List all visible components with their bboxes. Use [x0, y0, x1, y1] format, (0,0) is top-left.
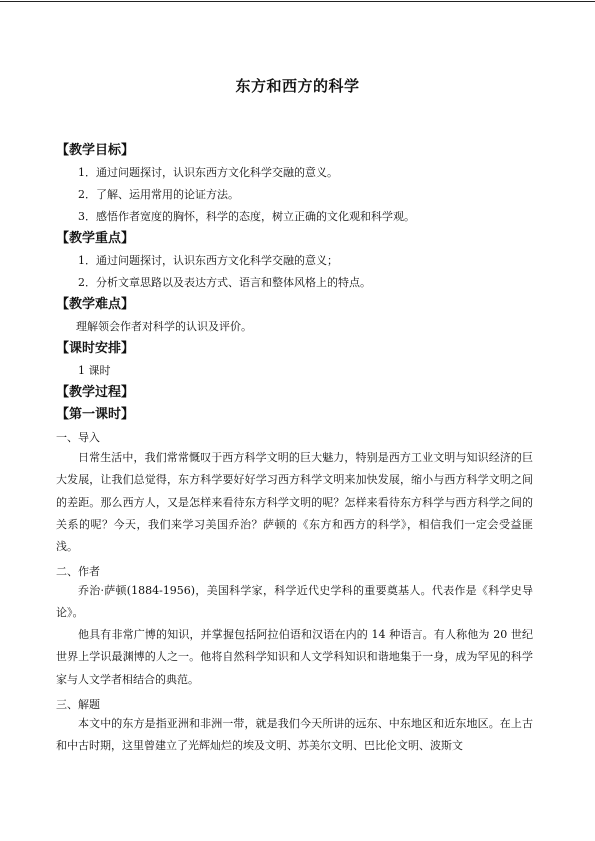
heading-schedule: 【课时安排】 — [56, 341, 135, 356]
goal-item-3: 3．感悟作者宽度的胸怀，科学的态度，树立正确的文化观和科学观。 — [78, 210, 415, 223]
heading-first-lesson: 【第一课时】 — [56, 407, 135, 422]
explanation-paragraph: 本文中的东方是指亚洲和非洲一带，就是我们今天所讲的远东、中东地区和近东地区。在上古和中古时期，这里曾建立了光辉灿烂的埃及文明、苏美尔文明、巴比伦文明、波斯文 — [56, 717, 533, 753]
goal-item-1: 1．通过问题探讨，认识东西方文化科学交融的意义。 — [78, 166, 338, 179]
page-title: 东方和西方的科学 — [235, 77, 360, 95]
heading-explanation: 三、解题 — [56, 698, 100, 711]
schedule-text: 1 课时 — [78, 364, 111, 377]
author-paragraph-2: 他具有非常广博的知识，并掌握包括阿拉伯语和汉语在内的 14 种语言。有人称他为 20 世纪世界上学识最渊博的人之一。他将自然科学知识和人文学科知识和谐地集于一身，成为罕见的科学家与人文学者相结合的典范。 — [56, 628, 533, 686]
author-paragraph-1: 乔治·萨顿(1884-1956)，美国科学家，科学近代史学科的重要奠基人。代表作是《科学史导论》。 — [56, 584, 533, 620]
heading-intro: 一、导入 — [56, 431, 100, 444]
keypoint-item-2: 2．分析文章思路以及表达方式、语言和整体风格上的特点。 — [78, 276, 371, 289]
difficulties-text: 理解领会作者对科学的认识及评价。 — [76, 320, 252, 333]
heading-teaching-goals: 【教学目标】 — [56, 143, 135, 158]
intro-paragraph: 日常生活中，我们常常慨叹于西方科学文明的巨大魅力，特别是西方工业文明与知识经济的巨大发展，让我们总觉得，东方科学要好好学习西方科学文明来加快发展，缩小与西方科学文明之间的差距。那么西方人，又是怎样来看待东方科学文明的呢？怎样来看待东方科学与西方科学之间的关系的呢？今天，我们来学习美国乔治？萨顿的《东方和西方的科学》，相信我们一定会受益匪浅。 — [56, 451, 533, 554]
keypoint-item-1: 1．通过问题探讨，认识东西方文化科学交融的意义； — [78, 254, 338, 267]
goal-item-2: 2．了解、运用常用的论证方法。 — [78, 188, 239, 201]
heading-difficulties: 【教学难点】 — [56, 297, 135, 312]
heading-key-points: 【教学重点】 — [56, 231, 135, 246]
page-top-rule — [0, 1, 595, 2]
heading-teaching-process: 【教学过程】 — [56, 385, 135, 400]
heading-author: 二、作者 — [56, 565, 100, 578]
